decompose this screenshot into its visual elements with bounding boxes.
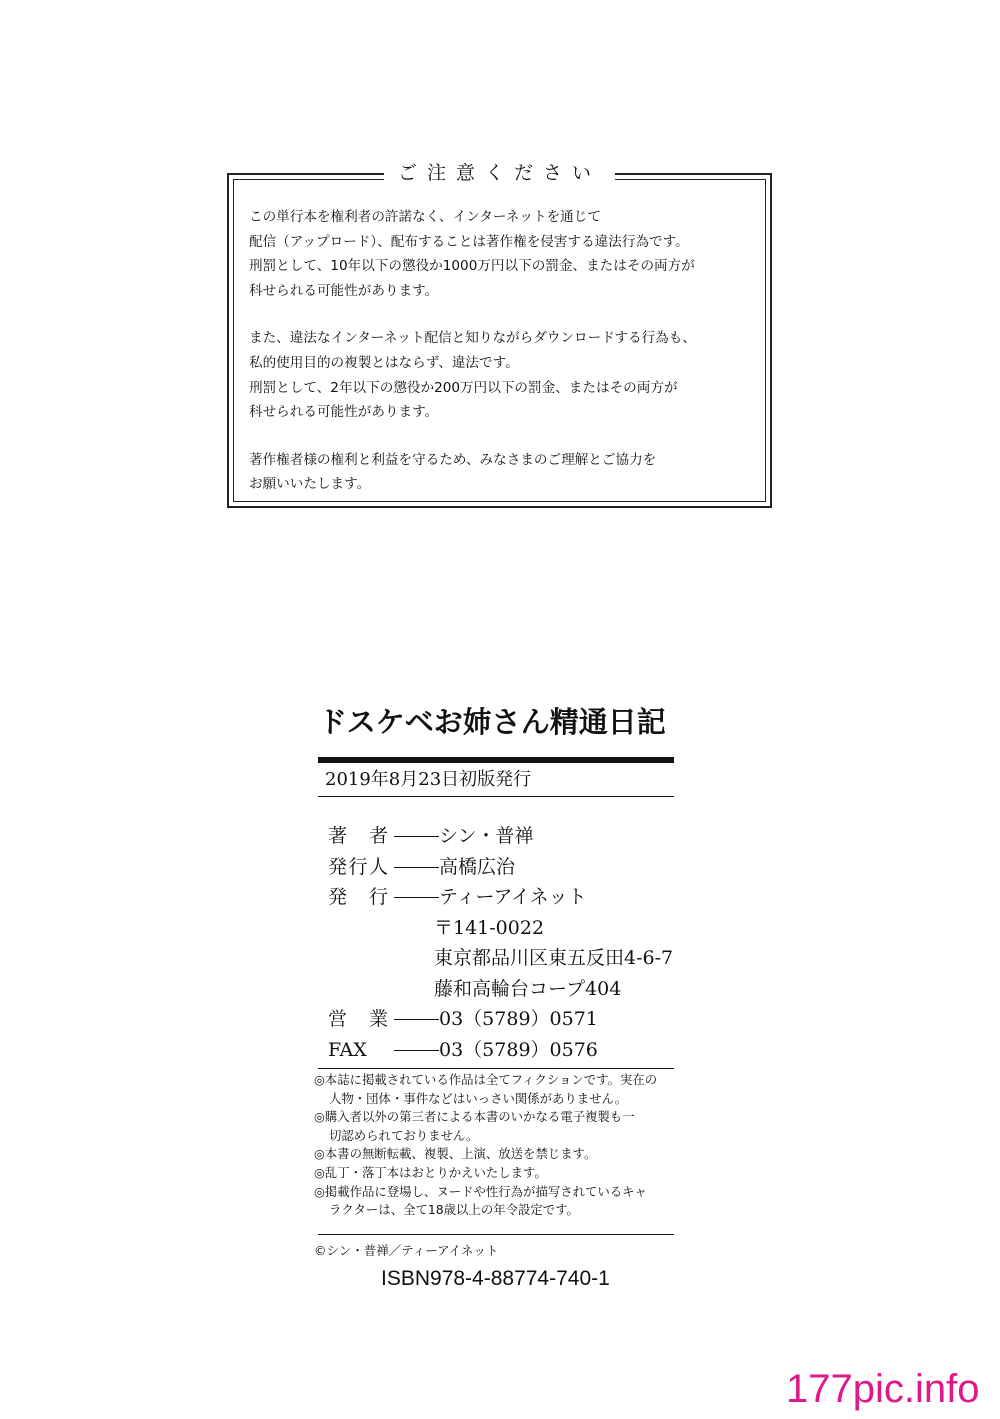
notice-paragraph: この単行本を権利者の許諾なく、インターネットを通じて 配信（アップロード）、配布することは著作権を侵害する違法行為です。 刑罰として、10年以下の懲役か1000万円以下の罰金、またはその両方が 科せられる可能性があります。 — [249, 209, 695, 299]
leader-dash — [394, 852, 439, 883]
fax-number: 03（5789）0576 — [439, 1038, 598, 1061]
notice-title: ご注意ください — [229, 158, 770, 185]
publisher-name: ティーアイネット — [439, 886, 587, 908]
author-label: 著者 — [328, 825, 388, 847]
fax-row — [328, 1035, 673, 1066]
isbn: ISBN978-4-88774-740-1 — [381, 1267, 610, 1290]
leader-dash — [394, 882, 439, 913]
sales-label: 営業 — [328, 1008, 388, 1030]
notes-list — [314, 1071, 684, 1220]
postal-row — [328, 913, 673, 944]
notice-paragraph: 著作権者様の権利と利益を守るため、みなさまのご理解とご協力を お願いいたします。 — [249, 451, 657, 493]
leader-dash — [394, 1004, 439, 1035]
note-item-continuation: ラクターは、全て18歳以上の年令設定です。 — [329, 1202, 579, 1218]
publisher-person-label: 発行人 — [328, 855, 388, 878]
author-name: シン・普禅 — [439, 825, 534, 847]
address-line-1: 東京都品川区東五反田4-6-7 — [434, 947, 674, 969]
date-rule — [318, 796, 674, 797]
publisher-person-row — [328, 852, 673, 883]
publisher-row — [328, 882, 673, 913]
note-item: ◎購入者以外の第三者による本書のいかなる電子複製も一 — [314, 1109, 635, 1125]
notice-body — [249, 205, 759, 520]
title-rule-thick — [318, 757, 674, 763]
leader-dash — [394, 1035, 439, 1066]
postal-code: 〒141-0022 — [434, 916, 545, 939]
note-item-continuation: 人物・団体・事件などはいっさい関係がありません。 — [329, 1090, 628, 1106]
watermark: 177pic.info — [786, 1367, 980, 1411]
copyright: ©シン・普禅／ティーアイネット — [314, 1243, 499, 1258]
address-row-1 — [328, 943, 673, 974]
staff-list — [328, 821, 673, 1065]
note-item: ◎掲載作品に登場し、ヌードや性行為が描写されているキャ — [314, 1183, 647, 1199]
notes-rule-bottom — [318, 1234, 674, 1235]
notice-paragraph: また、違法なインターネット配信と知りながらダウンロードする行為も、 私的使用目的の複製とはならず、違法です。 刑罰として、2年以下の懲役か200万円以下の罰金、またはその両方が 科せられる可能性があります。 — [249, 330, 696, 421]
notice-box — [227, 162, 772, 508]
book-title: ドスケベお姉さん精通日記 — [318, 705, 666, 739]
fax-label: FAX — [328, 1038, 367, 1061]
author-row — [328, 821, 673, 852]
note-item: ◎本書の無断転載、複製、上演、放送を禁じます。 — [314, 1146, 597, 1162]
leader-dash — [394, 821, 439, 852]
publisher-person-name: 高橋広治 — [439, 855, 516, 878]
notes-rule-top — [318, 1068, 674, 1069]
note-item: ◎乱丁・落丁本はおとりかえいたします。 — [314, 1164, 547, 1180]
publication-date: 2019年8月23日初版発行 — [325, 769, 532, 790]
note-item: ◎本誌に掲載されている作品は全てフィクションです。実在の — [314, 1072, 658, 1087]
address-line-2: 藤和高輪台コープ404 — [434, 977, 622, 1000]
sales-phone: 03（5789）0571 — [439, 1008, 598, 1030]
sales-row — [328, 1004, 673, 1035]
address-row-2 — [328, 974, 673, 1005]
note-item-continuation: 切認められておりません。 — [329, 1127, 479, 1143]
publisher-label: 発行 — [328, 886, 388, 908]
